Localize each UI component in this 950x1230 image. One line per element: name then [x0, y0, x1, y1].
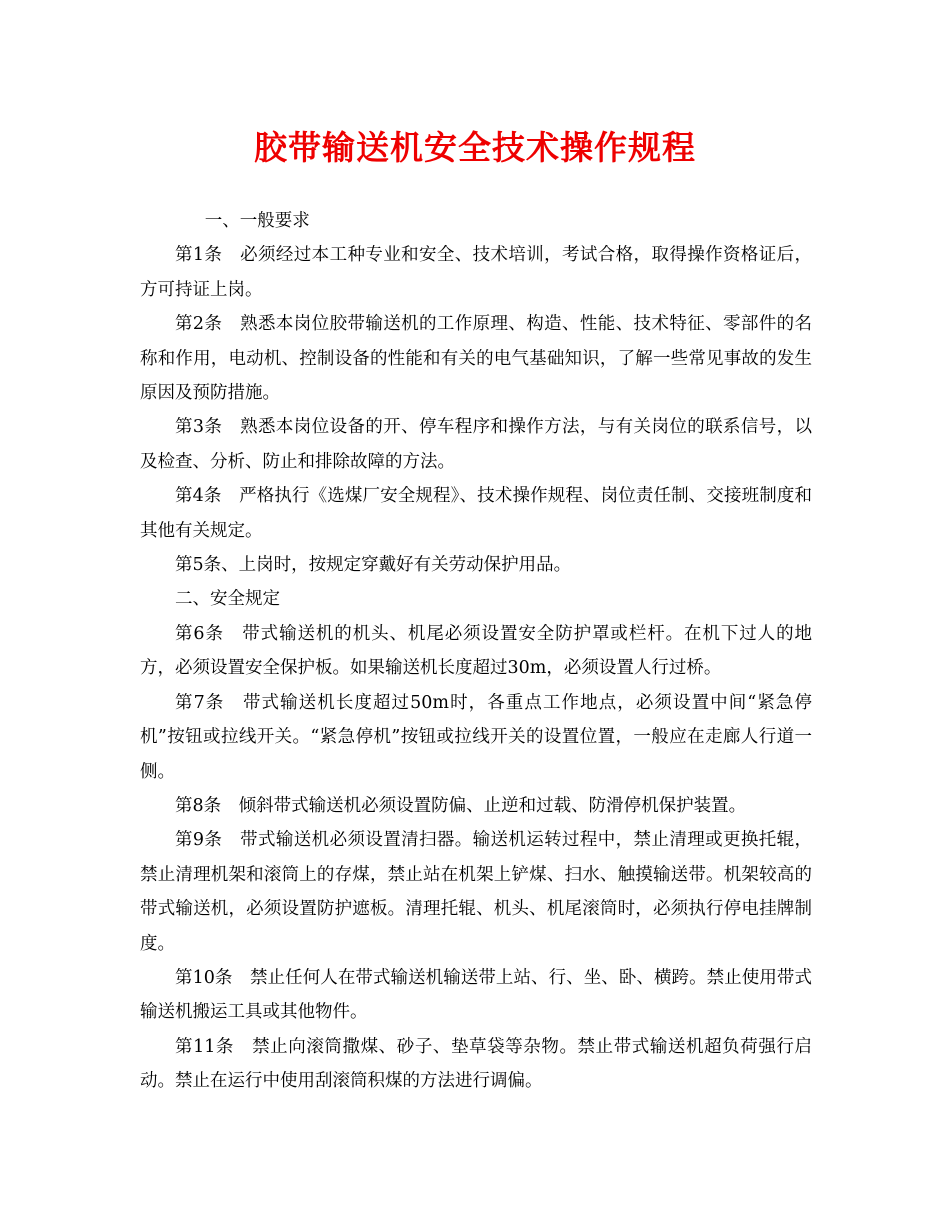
article-8: 第8条 倾斜带式输送机必须设置防偏、止逆和过载、防滑停机保护装置。 — [175, 795, 747, 816]
section-heading-general-requirements: 一、一般要求 — [204, 211, 310, 231]
document-body — [140, 204, 812, 1099]
article-11: 第11条 禁止向滚筒撒煤、砂子、垫草袋等杂物。禁止带式输送机超负荷强行启动。禁止在运行中使用刮滚筒积煤的方法进行调偏。 — [140, 1036, 812, 1092]
document-title: 胶带输送机安全技术操作规程 — [254, 128, 696, 167]
article-1: 第1条 必须经过本工种专业和安全、技术培训，考试合格，取得操作资格证后，方可持证上岗。 — [140, 245, 812, 300]
article-6: 第6条 带式输送机的机头、机尾必须设置安全防护罩或栏杆。在机下过人的地方，必须设置安全保护板。如果输送机长度超过30m，必须设置人行过桥。 — [140, 623, 812, 679]
article-10: 第10条 禁止任何人在带式输送机输送带上站、行、坐、卧、横跨。禁止使用带式输送机搬运工具或其他物件。 — [140, 967, 812, 1023]
article-4: 第4条 严格执行《选煤厂安全规程》、技术操作规程、岗位责任制、交接班制度和其他有关规定。 — [140, 486, 812, 541]
section-heading-safety-rules: 二、安全规定 — [175, 589, 280, 610]
article-5: 第5条、上岗时，按规定穿戴好有关劳动保护用品。 — [175, 555, 572, 576]
article-2: 第2条 熟悉本岗位胶带输送机的工作原理、构造、性能、技术特征、零部件的名称和作用，电动机、控制设备的性能和有关的电气基础知识，了解一些常见事故的发生原因及预防措施。 — [140, 314, 812, 404]
article-7: 第7条 带式输送机长度超过50m时，各重点工作地点，必须设置中间“紧急停机”按钮或拉线开关。“紧急停机”按钮或拉线开关的设置位置，一般应在走廊人行道一侧。 — [140, 692, 812, 782]
article-9: 第9条 带式输送机必须设置清扫器。输送机运转过程中，禁止清理或更换托辊，禁止清理机架和滚筒上的存煤，禁止站在机架上铲煤、扫水、触摸输送带。机架较高的带式输送机，必须设置防护遮板。清理托辊、机头、机尾滚筒时，必须执行停电挂牌制度。 — [140, 830, 812, 954]
article-3: 第3条 熟悉本岗位设备的开、停车程序和操作方法，与有关岗位的联系信号，以及检查、分析、防止和排除故障的方法。 — [140, 417, 812, 472]
